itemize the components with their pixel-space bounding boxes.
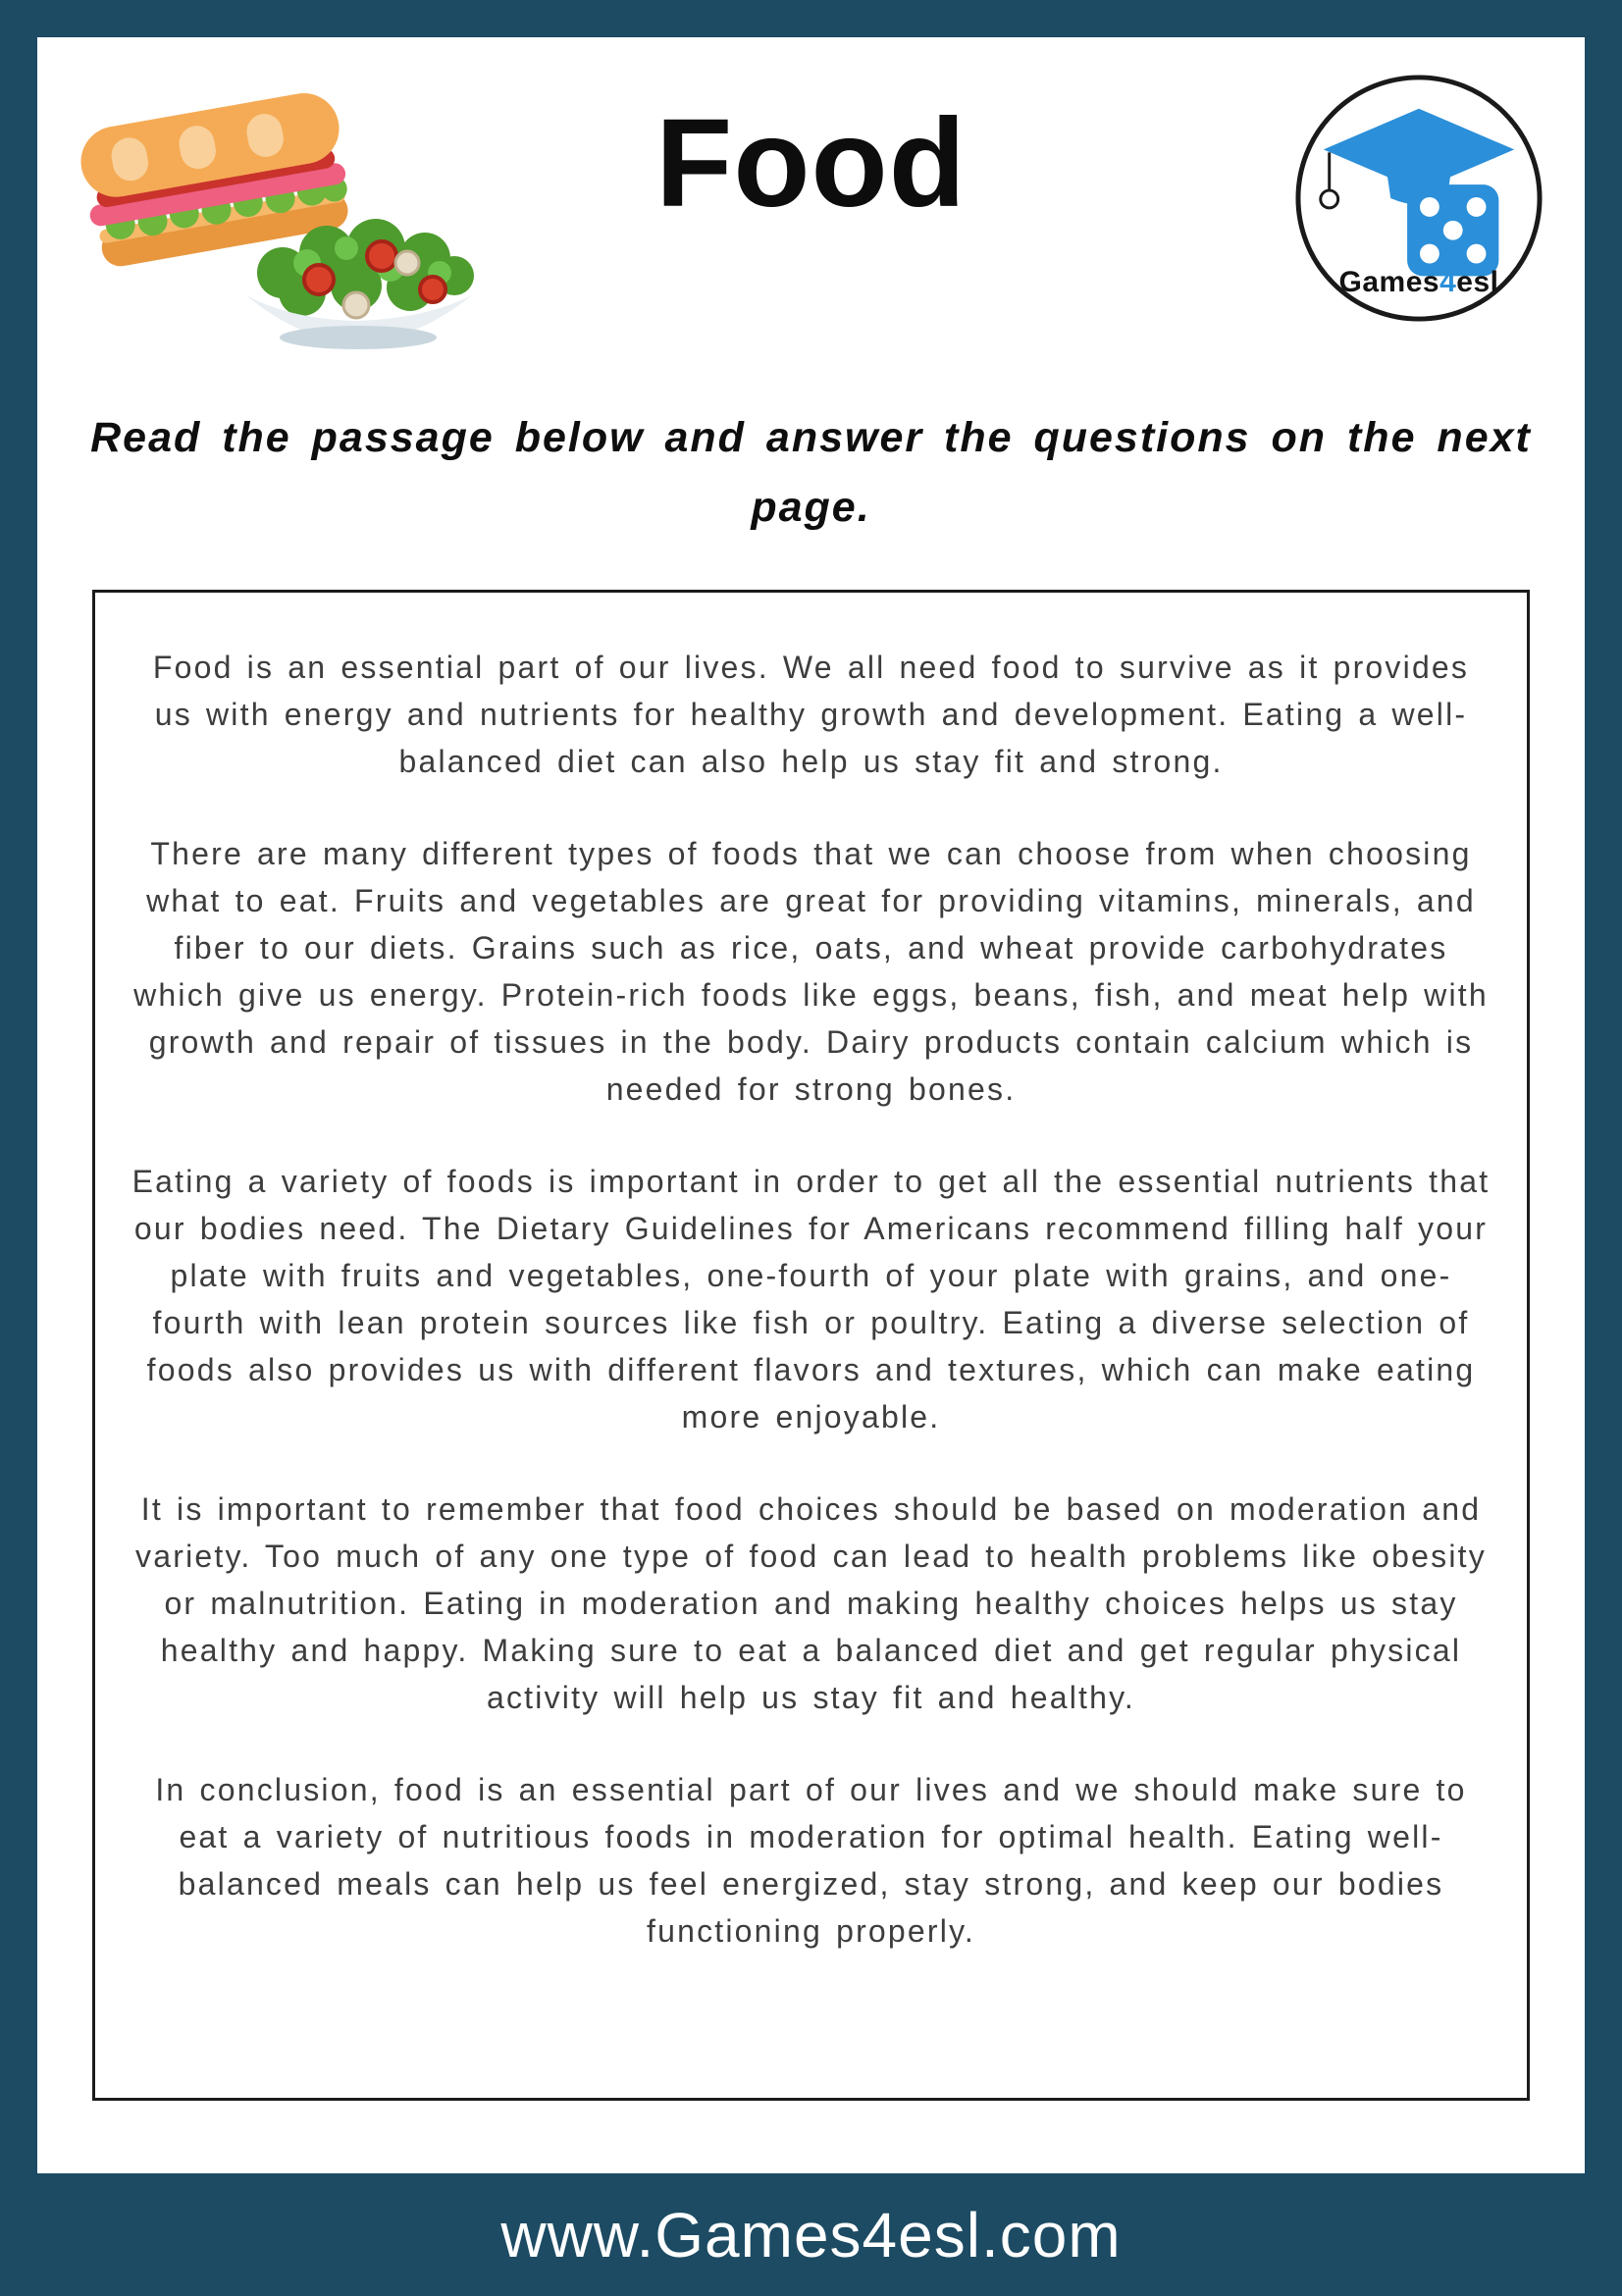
- dice-icon: [1407, 184, 1498, 276]
- salad-icon: [246, 219, 474, 349]
- passage-paragraph-3: Eating a variety of foods is important in order to get all the essential nutrients that our bodies need. The Dietary Guidelines for Americans recommend filling half your plate with fruits and vegetables, one-fourth of your plate with grains, and one-fourth with lean protein sources like fish or poultry. Eating a diverse selection of foods also provides us with different flavors and textures, which can make eating more enjoyable.: [131, 1163, 1491, 1435]
- passage-paragraph-4: It is important to remember that food choices should be based on moderation and variety. Too much of any one type of food can lead to health problems like obesity or malnutrition. Eating in moderation and making healthy choices helps us stay healthy and happy. Making sure to eat a balanced diet and get regular physical activity will help us stay fit and healthy.: [135, 1490, 1487, 1715]
- content-area: [37, 37, 1585, 2173]
- food-illustration: [62, 62, 498, 366]
- passage-paragraph-5: In conclusion, food is an essential part of our lives and we should make sure to eat a variety of nutritious foods in moderation for optimal health. Eating well-balanced meals can help us feel energized, stay strong, and keep our bodies functioning properly.: [155, 1771, 1467, 1949]
- passage-paragraph-2: There are many different types of foods that we can choose from when choosing what to eat. Fruits and vegetables are great for providing vitamins, minerals, and fiber to our diets. Grains such as rice, oats, and wheat provide carbohydrates which give us energy. Protein-rich foods like eggs, beans, fish, and meat help with growth and repair of tissues in the body. Dairy products contain calcium which is needed for strong bones.: [133, 835, 1489, 1107]
- footer-band: [0, 2173, 1622, 2296]
- footer-url: www.Games4esl.com: [500, 2199, 1122, 2270]
- sandwich-salad-icon: [62, 62, 498, 366]
- brand-logo: [1292, 72, 1545, 325]
- brand-text-esl: esl: [1456, 266, 1499, 298]
- brand-text: [1292, 266, 1545, 299]
- brand-text-games: Games: [1338, 266, 1440, 298]
- instruction-text: Read the passage below and answer the questions on the next page.: [90, 414, 1532, 531]
- brand-text-4: 4: [1439, 266, 1457, 298]
- page-title: Food: [655, 93, 967, 234]
- passage-box: [92, 590, 1530, 2101]
- header: [37, 37, 1585, 376]
- passage-paragraph-1: Food is an essential part of our lives. We all need food to survive as it provides us with energy and nutrients for healthy growth and development. Eating a well-balanced diet can also help us stay fit and strong.: [152, 649, 1470, 779]
